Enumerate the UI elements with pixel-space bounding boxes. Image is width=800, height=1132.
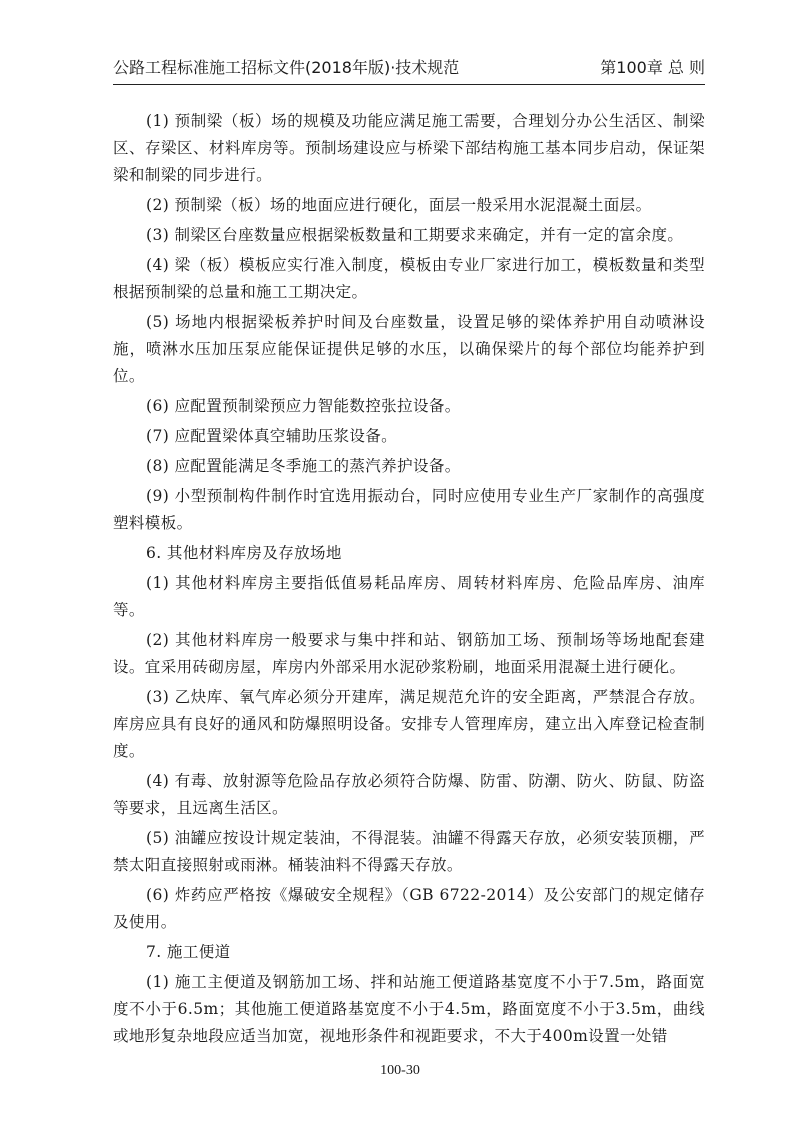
paragraph: (8) 应配置能满足冬季施工的蒸汽养护设备。 xyxy=(146,457,461,475)
document-title: 公路工程标准施工招标文件(2018年版)·技术规范 xyxy=(113,58,460,77)
paragraph: (4) 梁（板）模板应实行准入制度，模板由专业厂家进行加工，模板数量和类型根据预制梁的总量和施工工期决定。 xyxy=(113,256,705,301)
paragraph: (1) 预制梁（板）场的规模及功能应满足施工需要，合理划分办公生活区、制梁区、存梁区、材料库房等。预制场建设应与桥梁下部结构施工基本同步启动，保证架梁和制梁的同步进行。 xyxy=(113,112,705,184)
paragraph: (2) 预制梁（板）场的地面应进行硬化，面层一般采用水泥混凝土面层。 xyxy=(146,196,652,214)
page-number: 100-30 xyxy=(380,1063,420,1078)
running-header xyxy=(113,55,705,79)
paragraph: (1) 其他材料库房主要指低值易耗品库房、周转材料库房、危险品库房、油库等。 xyxy=(113,574,705,619)
paragraph: (1) 施工主便道及钢筋加工场、拌和站施工便道路基宽度不小于7.5m，路面宽度不小于6.5m；其他施工便道路基宽度不小于4.5m，路面宽度不小于3.5m，曲线或地形复杂地段应适当加宽，视地形条件和视距要求，不大于400m设置一处错 xyxy=(113,973,705,1045)
paragraph: (5) 油罐应按设计规定装油，不得混装。油罐不得露天存放，必须安装顶棚，严禁太阳直接照射或雨淋。桶装油料不得露天存放。 xyxy=(113,829,705,874)
paragraph: (4) 有毒、放射源等危险品存放必须符合防爆、防雷、防潮、防火、防鼠、防盗等要求，且远离生活区。 xyxy=(113,772,705,817)
chapter-title: 第100章 总 则 xyxy=(600,58,705,77)
section-heading: 7. 施工便道 xyxy=(146,943,231,961)
paragraph: (7) 应配置梁体真空辅助压浆设备。 xyxy=(146,427,398,445)
paragraph: (3) 乙炔库、氧气库必须分开建库，满足规范允许的安全距离，严禁混合存放。库房应具有良好的通风和防爆照明设备。安排专人管理库房，建立出入库登记检查制度。 xyxy=(113,688,705,760)
section-heading: 6. 其他材料库房及存放场地 xyxy=(146,544,342,562)
paragraph: (6) 炸药应严格按《爆破安全规程》（GB 6722-2014）及公安部门的规定储存及使用。 xyxy=(113,886,705,931)
paragraph: (5) 场地内根据梁板养护时间及台座数量，设置足够的梁体养护用自动喷淋设施，喷淋水压加压泵应能保证提供足够的水压，以确保梁片的每个部位均能养护到位。 xyxy=(113,313,705,385)
paragraph: (9) 小型预制构件制作时宜选用振动台，同时应使用专业生产厂家制作的高强度塑料模板。 xyxy=(113,487,705,532)
paragraph: (2) 其他材料库房一般要求与集中拌和站、钢筋加工场、预制场等场地配套建设。宜采用砖砌房屋，库房内外部采用水泥砂浆粉刷，地面采用混凝土进行硬化。 xyxy=(113,631,705,676)
body-text xyxy=(113,108,705,1053)
paragraph: (6) 应配置预制梁预应力智能数控张拉设备。 xyxy=(146,397,461,415)
paragraph: (3) 制梁区台座数量应根据梁板数量和工期要求来确定，并有一定的富余度。 xyxy=(146,226,684,244)
header-divider xyxy=(113,84,705,85)
